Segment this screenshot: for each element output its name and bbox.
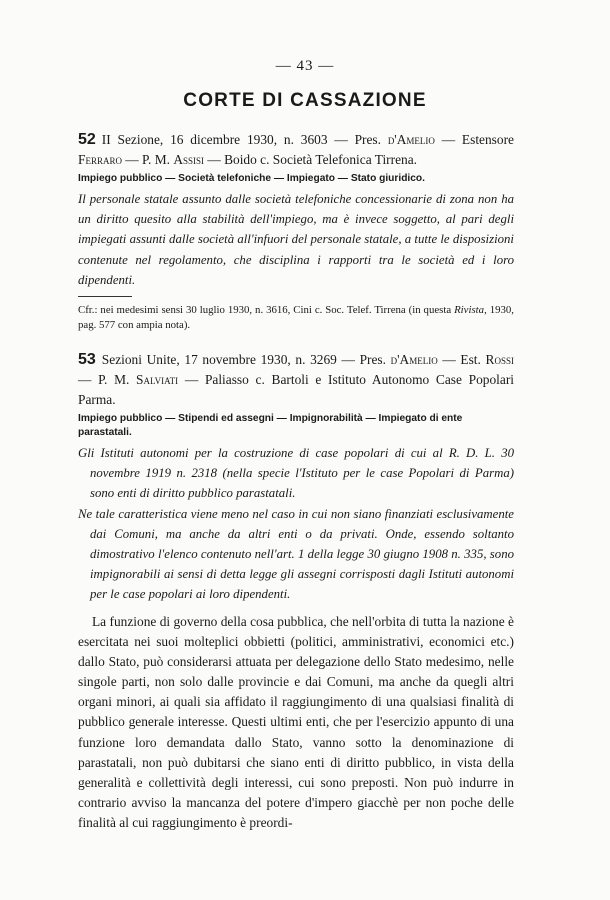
estensore-name: Ferraro (78, 152, 122, 167)
case-52-keywords: Impiego pubblico — Società telefoniche — Impiegato — Stato giuridico. (78, 173, 425, 184)
case-number: 52 (78, 131, 96, 148)
page-number: — 43 — (275, 58, 335, 74)
page-title: CORTE DI CASSAZIONE (183, 90, 427, 111)
case-52-maxim: Il personale statale assunto dalle società telefoniche concessionarie di zona non ha un diritto quesito alla stabilità dell'impiego, ma è invece soggetto, al pari degli impiegati assunti dalle società all'infuori del personale statale, a tutte le disposizioni contenute nel regolamento, che disciplina i rapporti tra le società ed i loro dipendenti. (78, 192, 514, 287)
pm-name: Assisi (173, 152, 204, 167)
decision-body (78, 612, 514, 833)
case-53 (78, 350, 514, 605)
case-53-header: 53 Sezioni Unite, 17 novembre 1930, n. 3269 — Pres. d'Amelio — Est. Rossi — P. M. Salviati — Paliasso c. Bartoli e Istituto Autonomo Case Popolari Parma. (78, 351, 515, 407)
estensore-name: Rossi (485, 352, 514, 367)
case-52 (78, 130, 514, 333)
body-paragraph: La funzione di governo della cosa pubblica, che nell'orbita di tutta la nazione è esercitata nei suoi molteplici obbietti (politici, amministrativi, economici etc.) dallo Stato, può considerarsi attuata per delegazione dello Stato medesimo, nelle singole parti, non solo dalle provincie e dai Comuni, ma anche da quegli altri organi minori, ai quali sia affidato il raggiungimento di una qualsiasi finalità di pubblico generale interesse. Questi ultimi enti, che per l'esercizio appunto di una funzione loro demandata dallo Stato, vanno sotto la denominazione di parastatali, non può dubitarsi che siano enti di diritto pubblico, in vista della generalità e collettività degli interessi, cui sono preposti. Non può indurre in contrario avviso la mancanza del potere d'impero giacchè per non poche delle finalità al cui raggiungimento è preordi- (78, 614, 514, 830)
president-name: d'Amelio (390, 352, 438, 367)
pm-name: Salviati (136, 372, 179, 387)
case-52-header: 52 II Sezione, 16 dicembre 1930, n. 3603 — Pres. d'Amelio — Estensore Ferraro — P. M. Assisi — Boido c. Società Telefonica Tirrena. (78, 131, 514, 167)
case-53-maxim-1: Gli Istituti autonomi per la costruzione di case popolari di cui al R. D. L. 30 novembre 1919 n. 2318 (nella specie l'Istituto per le case Popolari di Parma) sono enti di diritto pubblico parastatali. (78, 446, 514, 501)
case-number: 53 (78, 351, 96, 368)
case-53-keywords: Impiego pubblico — Stipendi ed assegni — Impignorabilità — Impiegato di ente parastatali. (78, 413, 463, 438)
footnote-rule (78, 296, 132, 297)
case-53-maxim-2: Ne tale caratteristica viene meno nel caso in cui non siano finanziati esclusivamente dai Comuni, ma anche da altri enti o da privati. Onde, essendo soltanto dimostrativo l'elenco contenuto nell'art. 1 della legge 30 giugno 1908 n. 335, sono impignorabili ai sensi di detta legge gli assegni corrisposti dagli Istituti autonomi per le case popolari ai loro dipendenti. (78, 506, 514, 602)
case-52-note: Cfr.: nei medesimi sensi 30 luglio 1930, n. 3616, Cini c. Soc. Telef. Tirrena (in questa Rivista, 1930, pag. 577 con ampia nota). (78, 304, 514, 332)
president-name: d'Amelio (387, 132, 435, 147)
